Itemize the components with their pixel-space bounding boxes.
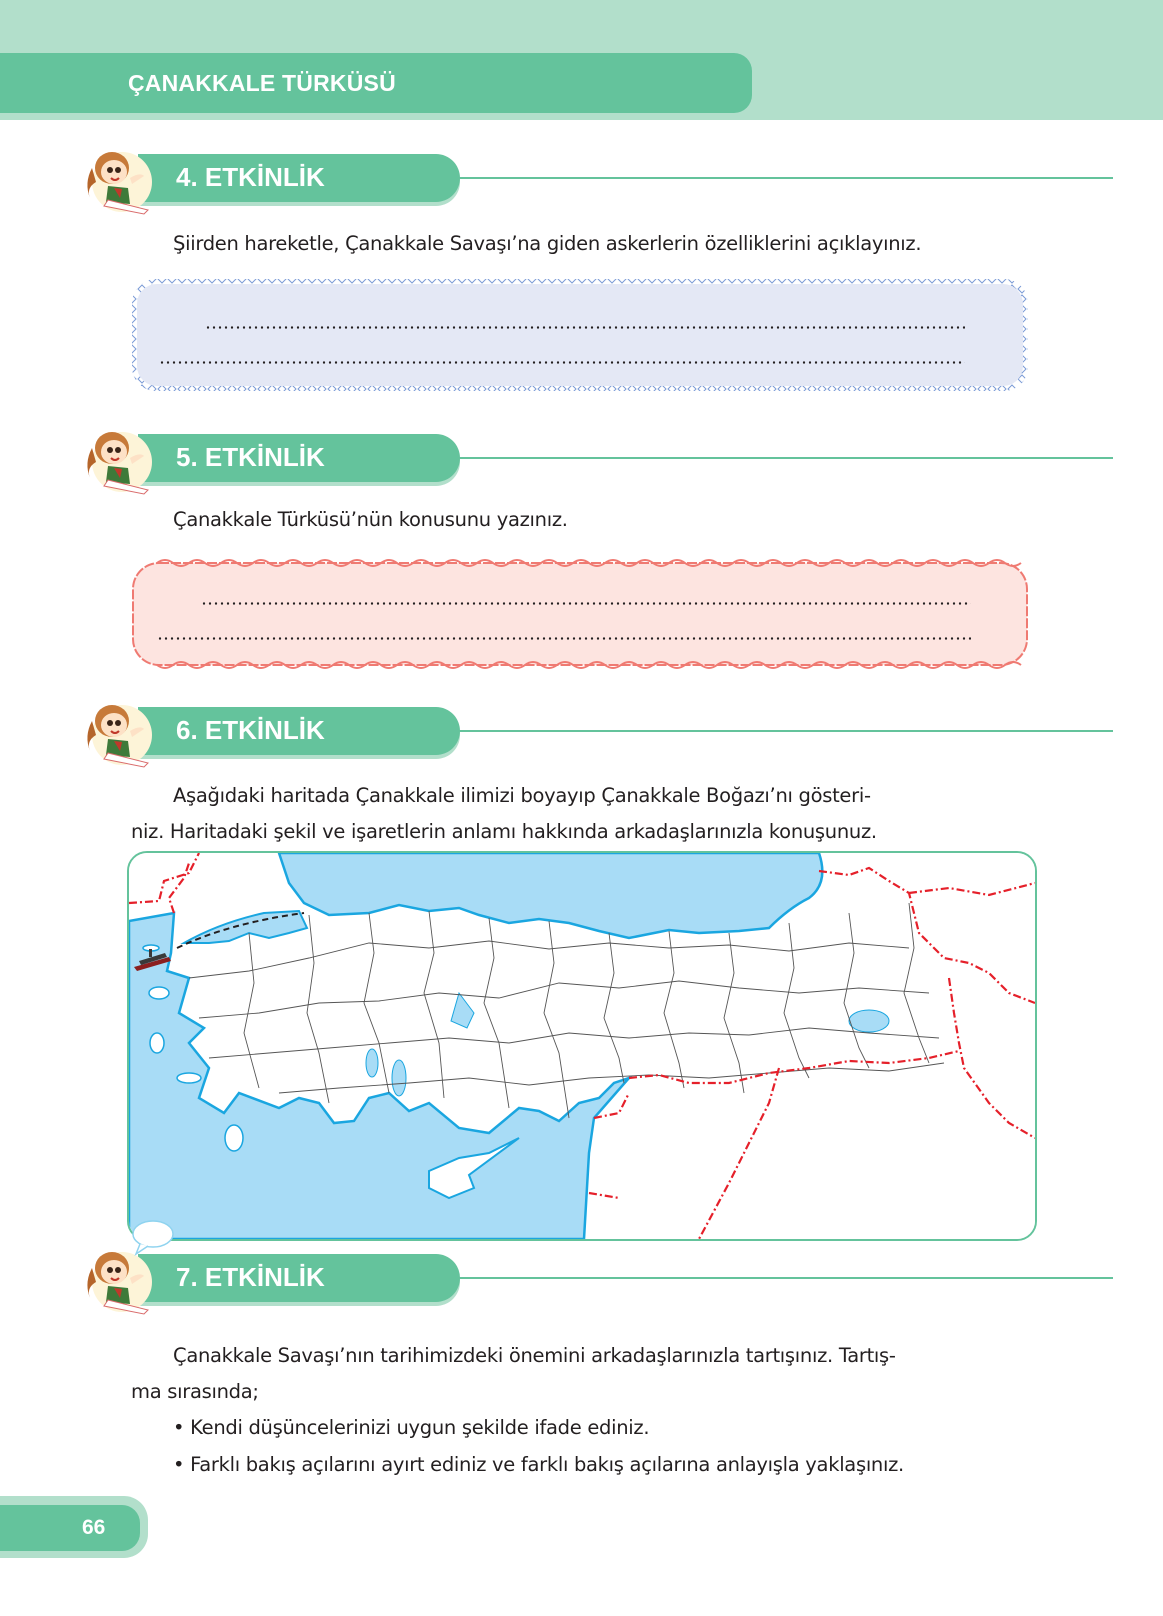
instruction-line-2: niz. Haritadaki şekil ve işaretlerin anlamı hakkında arkadaşlarınızla konuşunuz. <box>131 820 877 843</box>
activity-7-header <box>78 1250 1038 1310</box>
activity-5-prompt: Çanakkale Türküsü’nün konusunu yazınız. <box>173 508 568 531</box>
activity-5-rule <box>458 457 1113 459</box>
diamond-border-frame <box>127 274 1033 396</box>
bullet-item-1 <box>173 1416 649 1439</box>
student-mascot-icon <box>78 691 166 771</box>
activity-6-title: 6. ETKİNLİK <box>176 715 325 745</box>
bullet-dot-icon: • <box>173 1416 185 1439</box>
chapter-title: ÇANAKKALE TÜRKÜSÜ <box>128 70 396 96</box>
instruction-line-2: ma sırasında; <box>131 1380 259 1403</box>
speech-bubble-icon <box>130 1218 176 1256</box>
activity-4-prompt: Şiirden hareketle, Çanakkale Savaşı’na giden askerlerin özelliklerini açıklayınız. <box>173 232 922 255</box>
activity-6-instructions <box>131 778 1036 850</box>
activity-4-title: 4. ETKİNLİK <box>176 162 325 192</box>
bullet-dot-icon: • <box>173 1453 185 1476</box>
student-mascot-icon <box>78 418 166 498</box>
activity-7-title: 7. ETKİNLİK <box>176 1262 325 1292</box>
answer-line-2[interactable] <box>157 637 971 640</box>
answer-line-1[interactable] <box>205 326 965 329</box>
activity-4-rule <box>458 177 1113 179</box>
bullet-item-2 <box>173 1453 904 1476</box>
wavy-border-frame <box>127 557 1033 671</box>
turkey-map[interactable] <box>127 851 1037 1241</box>
activity-7-instructions <box>131 1338 1036 1410</box>
chapter-title-bar-shadow <box>0 113 752 120</box>
answer-line-1[interactable] <box>201 602 971 605</box>
activity-4-header <box>78 150 1038 210</box>
activity-6-rule <box>458 730 1113 732</box>
activity-4-answer-box[interactable] <box>127 274 1033 396</box>
bullet-text: Kendi düşüncelerinizi uygun şekilde ifade ediniz. <box>190 1416 650 1439</box>
activity-5-header <box>78 430 1038 490</box>
activity-5-answer-box[interactable] <box>127 557 1033 671</box>
bullet-text: Farklı bakış açılarını ayırt ediniz ve farklı bakış açılarına anlayışla yaklaşınız. <box>190 1453 904 1476</box>
page-number-tab <box>0 1505 140 1551</box>
instruction-line-1: Çanakkale Savaşı’nın tarihimizdeki önemini arkadaşlarınızla tartışınız. Tartış- <box>173 1344 896 1367</box>
activity-5-title: 5. ETKİNLİK <box>176 442 325 472</box>
answer-line-2[interactable] <box>159 361 965 364</box>
activity-6-header <box>78 703 1038 763</box>
turkey-provinces-map-icon <box>129 853 1035 1239</box>
activity-7-rule <box>458 1277 1113 1279</box>
student-mascot-icon <box>78 138 166 218</box>
instruction-line-1: Aşağıdaki haritada Çanakkale ilimizi boyayıp Çanakkale Boğazı’nı gösteri- <box>173 784 871 807</box>
page-number: 66 <box>82 1516 106 1539</box>
